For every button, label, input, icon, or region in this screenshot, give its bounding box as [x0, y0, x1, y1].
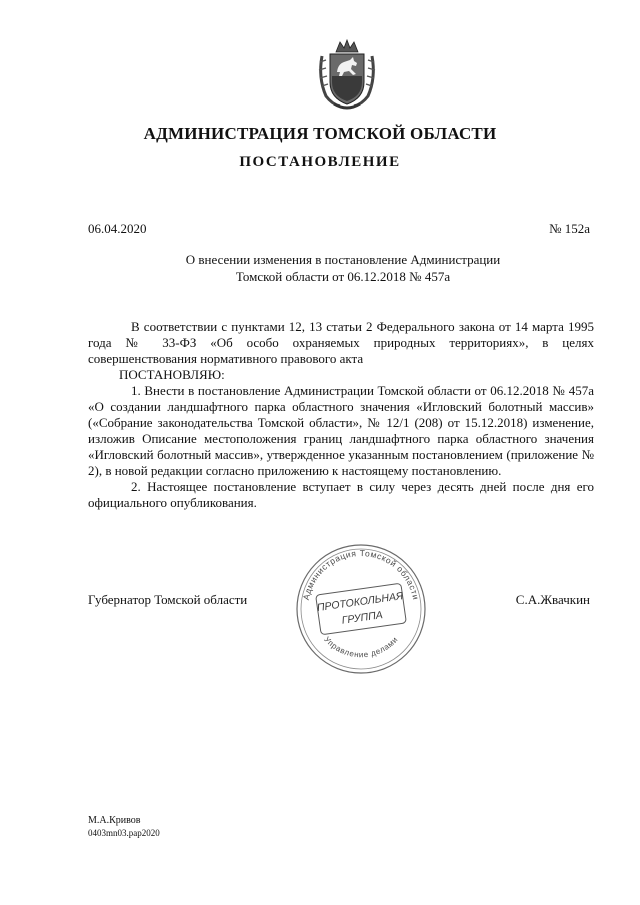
document-body [88, 319, 594, 511]
subject-line-1: О внесении изменения в постановление Администрации [185, 252, 501, 267]
decree-word: ПОСТАНОВЛЯЮ: [119, 367, 225, 382]
stamp-center-line-2: ГРУППА [341, 609, 384, 627]
svg-text:Управление делами [322, 635, 399, 659]
signatory-name: С.А.Жвачкин [515, 592, 590, 607]
item-2-paragraph: 2. Настоящее постановление вступает в силу через десять дней после дня его официального опубликования. [88, 479, 594, 510]
document-subject [100, 251, 586, 285]
stamp-center-line-1: ПРОТОКОЛЬНАЯ [316, 590, 404, 615]
document-number: № 152а [549, 221, 590, 236]
stamp-ring-text-bottom: Управление делами [322, 634, 400, 660]
preamble-paragraph: В соответствии с пунктами 12, 13 статьи 2 Федерального закона от 14 марта 1995 года № 33-ФЗ «Об особо охраняемых природных территориях», в целях совершенствования нормативного правового акта [88, 319, 594, 366]
stamp-ring-text: Администрация Томской области [300, 547, 422, 601]
subject-line-2: Томской области от 06.12.2018 № 457а [235, 269, 451, 284]
executor-name: М.А.Кривов [88, 815, 141, 826]
official-stamp [290, 543, 432, 675]
document-code: 0403mn03.pap2020 [88, 828, 160, 838]
document-date: 06.04.2020 [88, 221, 147, 236]
organization-title: АДМИНИСТРАЦИЯ ТОМСКОЙ ОБЛАСТИ [143, 124, 497, 143]
document-type-title: ПОСТАНОВЛЕНИЕ [239, 154, 401, 170]
item-1-paragraph: 1. Внести в постановление Администрации Томской области от 06.12.2018 № 457а «О создании ландшафтного парка областного значения «Игловский болотный массив» («Собрание законодательства Томской области», № 12/1 (208) от 15.12.2018) изменение, изложив Описание местоположения границ ландшафтного парка областного значения «Игловский болотный массив», утвержденное указанным постановлением (приложение № 2), в новой редакции согласно приложению к настоящему постановлению. [88, 383, 594, 478]
svg-text:Администрация Томской области [301, 548, 421, 601]
signatory-position: Губернатор Томской области [88, 592, 248, 607]
coat-of-arms-emblem [316, 38, 378, 114]
